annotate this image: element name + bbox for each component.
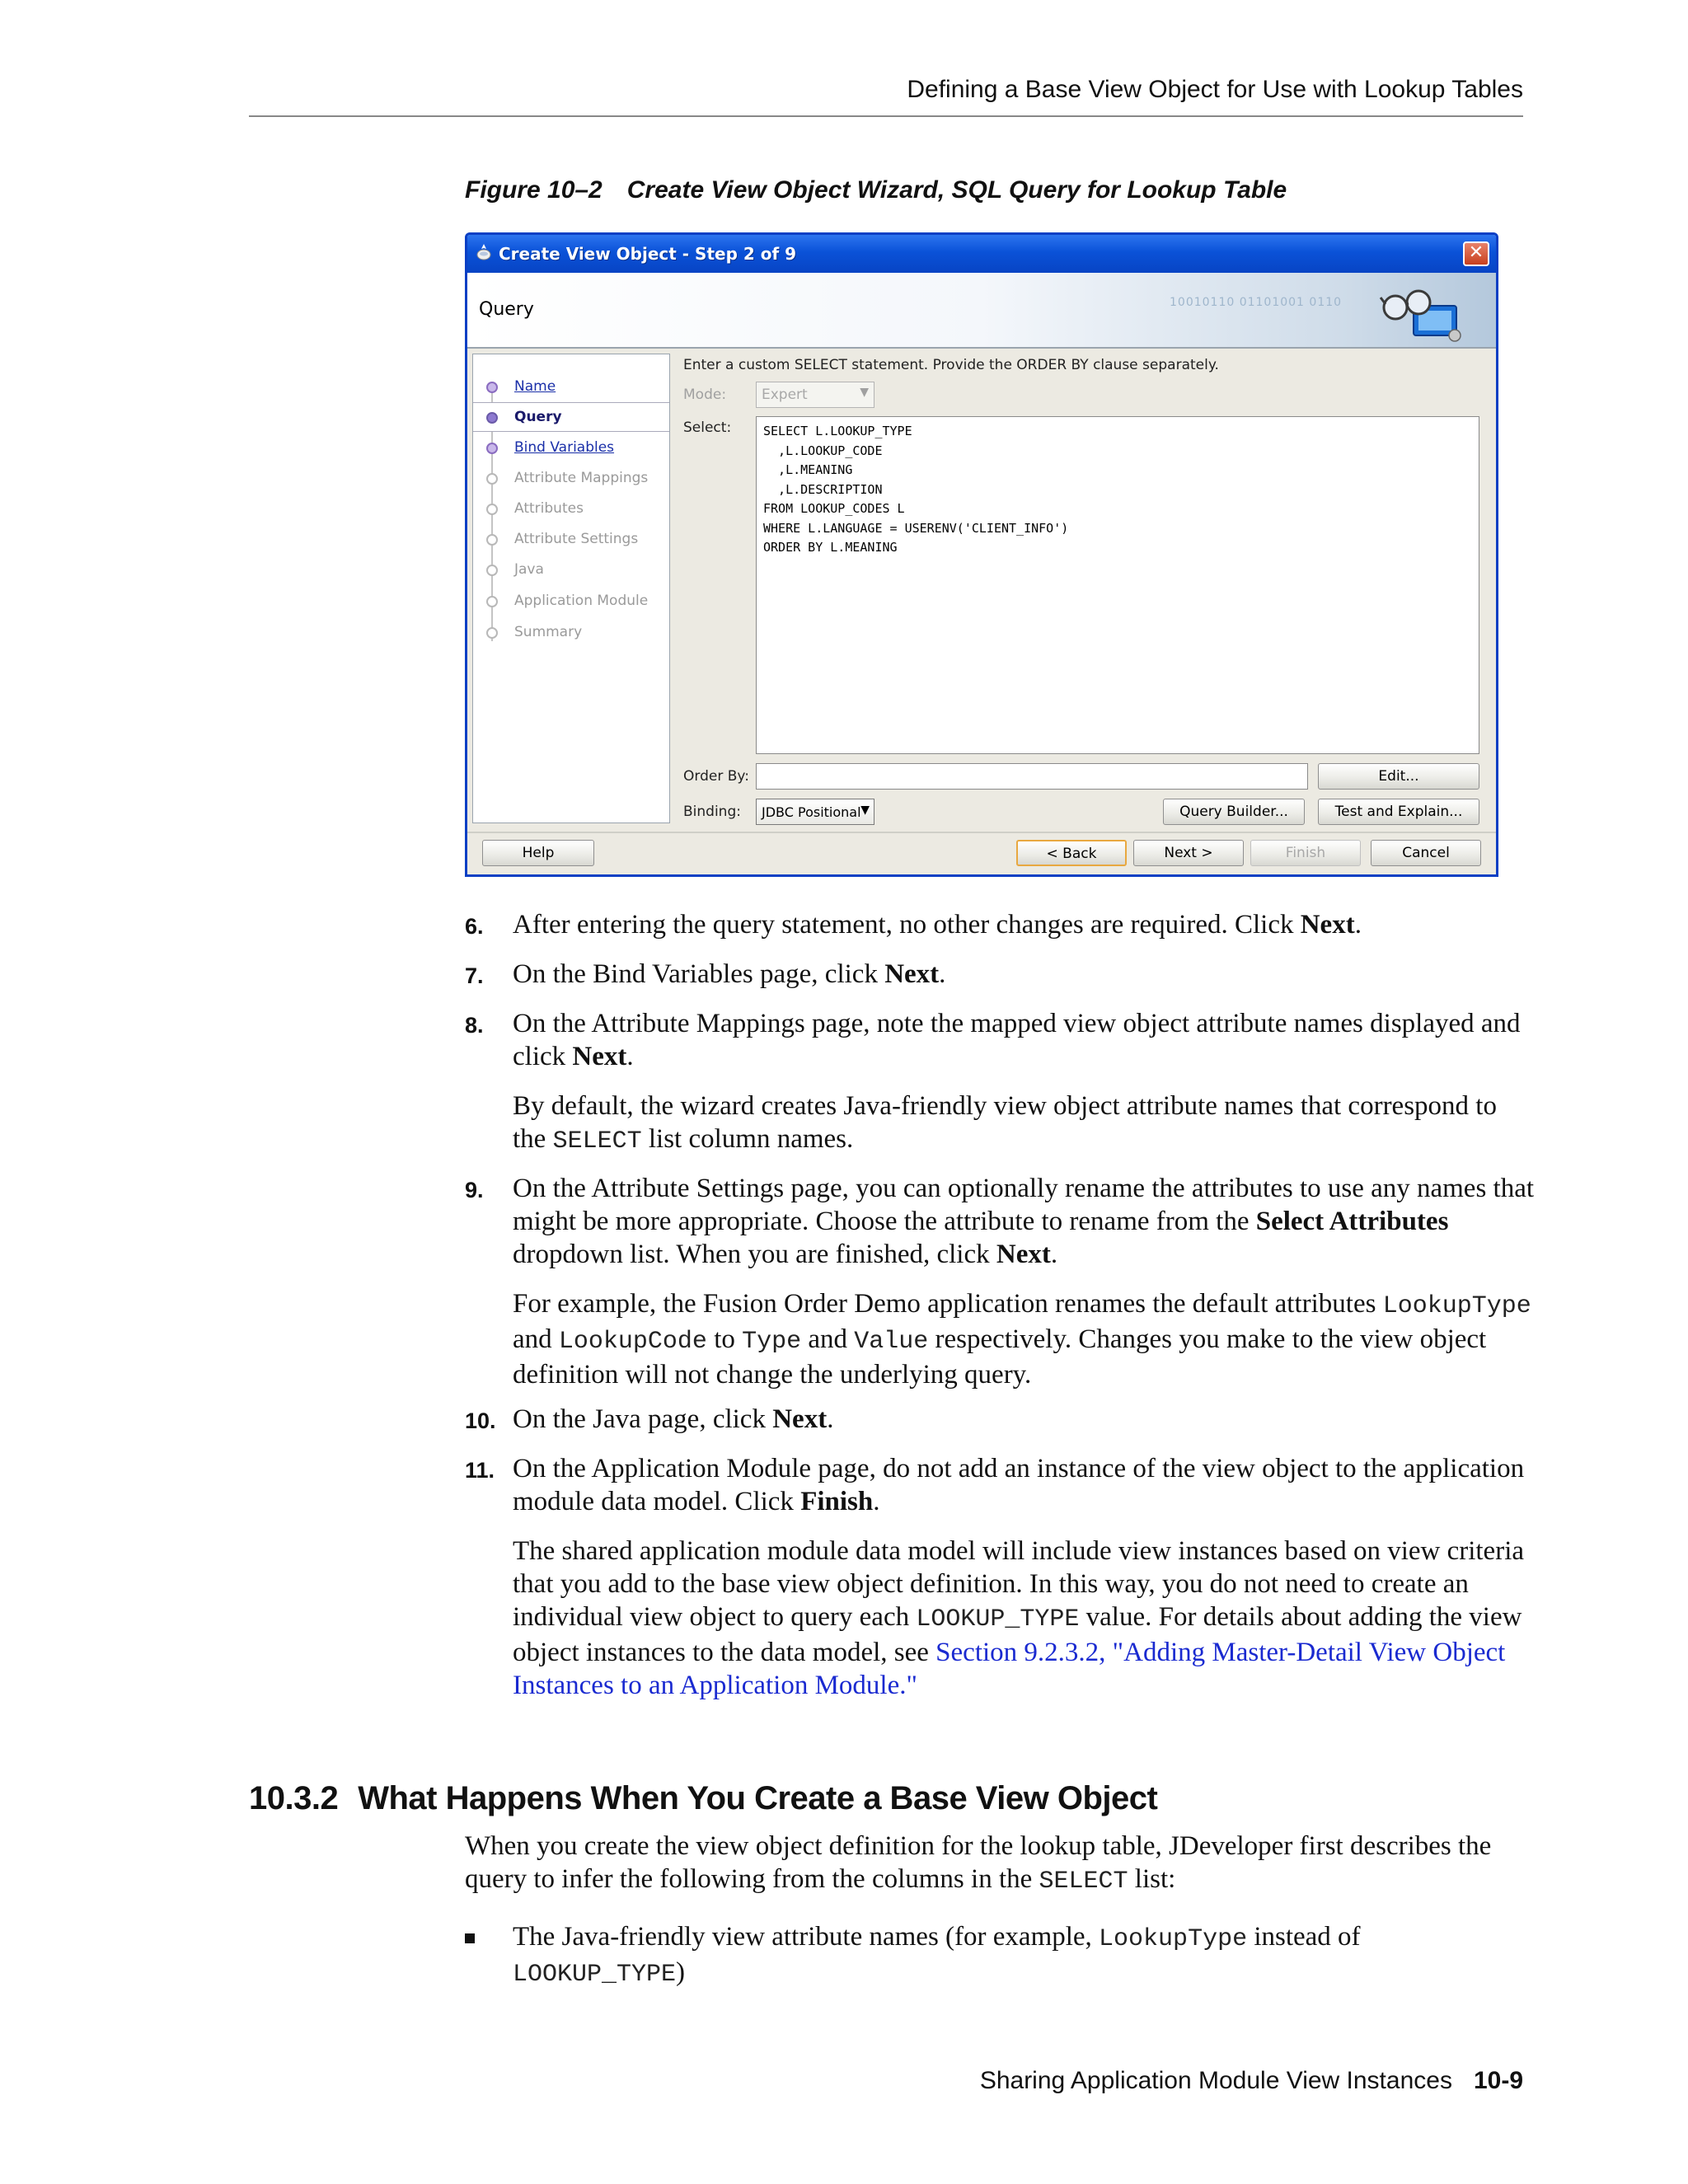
step-number: 9.: [465, 1178, 484, 1202]
back-button[interactable]: < Back: [1016, 840, 1127, 866]
section-intro: When you create the view object definition for the lookup table, JDeveloper first describes the query to infer the following from the columns in the SELECT list:: [465, 1831, 1492, 1896]
step-text: After entering the query statement, no other changes are required. Click Next.: [513, 910, 1362, 940]
step-query[interactable]: [473, 402, 669, 432]
step-pending-icon: [486, 627, 498, 639]
page-number: 10-9: [1473, 2067, 1523, 2094]
finish-button: Finish: [1250, 840, 1361, 866]
footer-separator: [467, 832, 1496, 833]
step-note: By default, the wizard creates Java-friendly view object attribute names that correspond to the SELECT list column names.: [513, 1091, 1497, 1155]
wizard-steps-panel: [472, 354, 670, 823]
section-link[interactable]: Section 9.2.3.2, "Adding Master-Detail View Object Instances to an Application Module.": [513, 1638, 1506, 1700]
step-java: [473, 555, 669, 585]
step-text: On the Attribute Mappings page, note the mapped view object attribute names displayed and click Next.: [513, 1009, 1521, 1071]
step-text: On the Attribute Settings page, you can optionally rename the attributes to use any names that might be more appropriate. Choose the attribute to rename from the Select Attributes dropdown list. When you are finished, click Next.: [513, 1174, 1535, 1269]
query-instruction: Enter a custom SELECT statement. Provide the ORDER BY clause separately.: [683, 357, 1219, 373]
help-button[interactable]: Help: [482, 840, 594, 866]
step-label[interactable]: Bind Variables: [514, 439, 615, 456]
bullet-text: The Java-friendly view attribute names (for example, LookupType instead of LOOKUP_TYPE): [513, 1922, 1361, 1989]
step-pending-icon: [486, 534, 498, 546]
wizard-icon: [476, 243, 492, 261]
section-title: What Happens When You Create a Base View Object: [358, 1780, 1158, 1816]
cancel-button[interactable]: Cancel: [1371, 840, 1481, 866]
step-pending-icon: [486, 473, 498, 485]
step-attributes: [473, 494, 669, 524]
select-label: Select:: [683, 419, 732, 436]
step-number: 6.: [465, 914, 484, 939]
step-application-module: [473, 587, 669, 616]
step-text: On the Bind Variables page, click Next.: [513, 959, 946, 989]
close-button[interactable]: [1463, 241, 1489, 266]
step-note: For example, the Fusion Order Demo application renames the default attributes LookupType and LookupCode to Type and Value respectively. Changes you make to the view object definition will not change the underlying query.: [513, 1289, 1531, 1390]
dialog-banner: [467, 273, 1496, 349]
test-and-explain-button[interactable]: Test and Explain...: [1318, 799, 1479, 825]
query-builder-button[interactable]: Query Builder...: [1163, 799, 1305, 825]
figure-title: Create View Object Wizard, SQL Query for Lookup Table: [626, 176, 1287, 204]
header-rule: [249, 115, 1523, 117]
banner-decoration: 10010110 01101001 0110: [1170, 296, 1343, 309]
figure-caption: [465, 176, 1287, 204]
step-name[interactable]: [473, 373, 669, 402]
mode-select: [756, 382, 874, 408]
order-by-label: Order By:: [683, 768, 749, 785]
running-footer: [249, 2067, 1523, 2095]
page-title: Query: [479, 299, 534, 320]
step-label: Attributes: [514, 500, 584, 517]
step-summary: [473, 618, 669, 648]
order-by-input[interactable]: [756, 763, 1308, 790]
step-done-icon: [486, 443, 498, 454]
step-number: 11.: [465, 1458, 495, 1483]
bullet-icon: [465, 1933, 475, 1943]
step-done-icon: [486, 382, 498, 393]
step-pending-icon: [486, 565, 498, 576]
step-label: Query: [514, 409, 562, 425]
select-statement-textarea[interactable]: SELECT L.LOOKUP_TYPE ,L.LOOKUP_CODE ,L.MEANING ,L.DESCRIPTION FROM LOOKUP_CODES L WHERE L.LANGUAGE = USERENV('CLIENT_INFO') ORDER BY L.MEANING: [756, 416, 1479, 754]
figure-label: Figure 10–2: [465, 176, 603, 204]
step-attribute-settings: [473, 525, 669, 555]
mode-value: Expert: [762, 387, 808, 403]
section-heading: [249, 1780, 1157, 1817]
close-icon[interactable]: ✕: [1468, 242, 1484, 263]
step-current-icon: [486, 412, 498, 424]
step-label: Application Module: [514, 593, 649, 609]
step-bind-variables[interactable]: [473, 434, 669, 463]
footer-title: Sharing Application Module View Instances: [979, 2067, 1452, 2094]
binding-select[interactable]: [756, 799, 874, 825]
running-header: Defining a Base View Object for Use with Lookup Tables: [907, 76, 1523, 103]
edit-button[interactable]: Edit...: [1318, 763, 1479, 790]
chevron-down-icon[interactable]: ▼: [860, 804, 870, 817]
step-number: 10.: [465, 1408, 496, 1433]
section-number: 10.3.2: [249, 1780, 339, 1816]
dialog-title: Create View Object - Step 2 of 9: [499, 244, 797, 264]
view-object-wizard-icon: [1377, 281, 1468, 344]
step-label: Java: [514, 561, 544, 578]
step-pending-icon: [486, 596, 498, 607]
next-button[interactable]: Next >: [1133, 840, 1244, 866]
step-text: On the Java page, click Next.: [513, 1404, 834, 1434]
chevron-down-icon: ▼: [860, 386, 869, 399]
dialog-titlebar: [467, 235, 1496, 273]
step-label: Summary: [514, 624, 583, 640]
step-label: Attribute Settings: [514, 531, 639, 547]
step-attribute-mappings: [473, 464, 669, 494]
step-text: On the Application Module page, do not add an instance of the view object to the application module data model. Click Finish.: [513, 1454, 1525, 1516]
mode-label: Mode:: [683, 387, 727, 403]
step-label[interactable]: Name: [514, 378, 556, 395]
step-note: The shared application module data model will include view instances based on view criteria that you add to the base view object definition. In this way, you do not need to create an individual view object to query each LOOKUP_TYPE value. For details about adding the view object instances to the data model, see Section 9.2.3.2, "Adding Master-Detail View Object Instances to an Application Module.": [513, 1536, 1525, 1700]
binding-label: Binding:: [683, 804, 741, 820]
step-number: 8.: [465, 1013, 484, 1038]
step-label: Attribute Mappings: [514, 470, 649, 486]
step-number: 7.: [465, 963, 484, 988]
binding-value[interactable]: JDBC Positional: [762, 804, 861, 820]
step-pending-icon: [486, 504, 498, 515]
create-view-object-dialog: [465, 232, 1498, 877]
